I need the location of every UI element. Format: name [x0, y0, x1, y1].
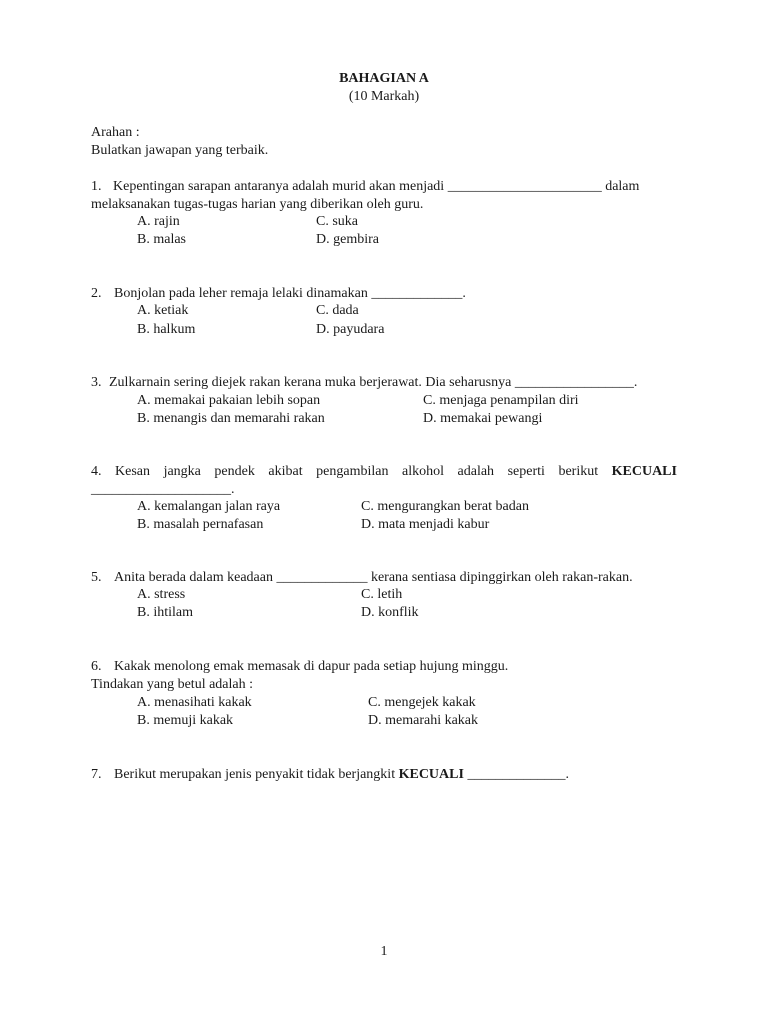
- question-word: seperti: [507, 464, 545, 479]
- question-number: 7.: [91, 767, 102, 782]
- question-text-justified: [91, 463, 677, 481]
- option-d[interactable]: D. mata menjadi kabur: [361, 517, 490, 532]
- question-text-continued: Tindakan yang betul adalah :: [91, 677, 254, 692]
- question-number: 4.: [91, 464, 102, 479]
- question-emphasis: KECUALI: [611, 464, 677, 479]
- option-d[interactable]: D. payudara: [316, 322, 385, 337]
- instructions-label: Arahan :: [91, 125, 140, 140]
- option-a[interactable]: A. menasihati kakak: [137, 695, 252, 710]
- section-title: BAHAGIAN A: [339, 71, 429, 86]
- option-c[interactable]: C. letih: [361, 587, 403, 602]
- question-word: Kesan: [115, 464, 151, 479]
- question-text: Anita berada dalam keadaan _____________ kerana sentiasa dipinggirkan oleh rakan-rakan.: [114, 570, 633, 585]
- option-c[interactable]: C. suka: [316, 214, 358, 229]
- option-d[interactable]: D. konflik: [361, 605, 419, 620]
- question-text: Zulkarnain sering diejek rakan kerana muka berjerawat. Dia seharusnya _________________.: [109, 375, 638, 390]
- option-d[interactable]: D. memakai pewangi: [423, 411, 543, 426]
- page-number: 1: [380, 944, 388, 959]
- question-text: Kakak menolong emak memasak di dapur pada setiap hujung minggu.: [114, 659, 509, 674]
- option-c[interactable]: C. dada: [316, 303, 359, 318]
- option-a[interactable]: A. memakai pakaian lebih sopan: [137, 393, 321, 408]
- question-word: adalah: [457, 464, 495, 479]
- question-word: jangka: [163, 464, 201, 479]
- question-text-before: Berikut merupakan jenis penyakit tidak berjangkit: [114, 767, 396, 782]
- instructions-text: Bulatkan jawapan yang terbaik.: [91, 143, 269, 158]
- question-word: alkohol: [401, 464, 444, 479]
- option-b[interactable]: B. masalah pernafasan: [137, 517, 264, 532]
- question-word: akibat: [268, 464, 303, 479]
- question-text: [114, 766, 569, 784]
- answer-blank: ______________.: [467, 767, 569, 782]
- question-number: 2.: [91, 286, 102, 301]
- option-b[interactable]: B. malas: [137, 232, 186, 247]
- question-emphasis: KECUALI: [398, 767, 464, 782]
- option-b[interactable]: B. memuji kakak: [137, 713, 234, 728]
- option-d[interactable]: D. memarahi kakak: [368, 713, 479, 728]
- question-text-continued: melaksanakan tugas-tugas harian yang diberikan oleh guru.: [91, 197, 424, 212]
- option-a[interactable]: A. kemalangan jalan raya: [137, 499, 281, 514]
- option-d[interactable]: D. gembira: [316, 232, 379, 247]
- section-marks: (10 Markah): [348, 89, 420, 104]
- question-number: 1.: [91, 179, 102, 194]
- option-b[interactable]: B. halkum: [137, 322, 196, 337]
- question-word: berikut: [558, 464, 599, 479]
- question-word: pendek: [214, 464, 255, 479]
- option-c[interactable]: C. mengejek kakak: [368, 695, 476, 710]
- option-b[interactable]: B. ihtilam: [137, 605, 193, 620]
- option-a[interactable]: A. stress: [137, 587, 186, 602]
- option-c[interactable]: C. mengurangkan berat badan: [361, 499, 529, 514]
- question-word: pengambilan: [316, 464, 389, 479]
- option-c[interactable]: C. menjaga penampilan diri: [423, 393, 579, 408]
- question-number: 6.: [91, 659, 102, 674]
- question-number: 3.: [91, 375, 102, 390]
- question-text: Kepentingan sarapan antaranya adalah murid akan menjadi ______________________ dalam: [113, 179, 640, 194]
- option-a[interactable]: A. rajin: [137, 214, 180, 229]
- question-number: 5.: [91, 570, 102, 585]
- answer-blank: ____________________.: [91, 482, 235, 497]
- option-b[interactable]: B. menangis dan memarahi rakan: [137, 411, 325, 426]
- question-text: Bonjolan pada leher remaja lelaki dinamakan _____________.: [114, 286, 466, 301]
- option-a[interactable]: A. ketiak: [137, 303, 189, 318]
